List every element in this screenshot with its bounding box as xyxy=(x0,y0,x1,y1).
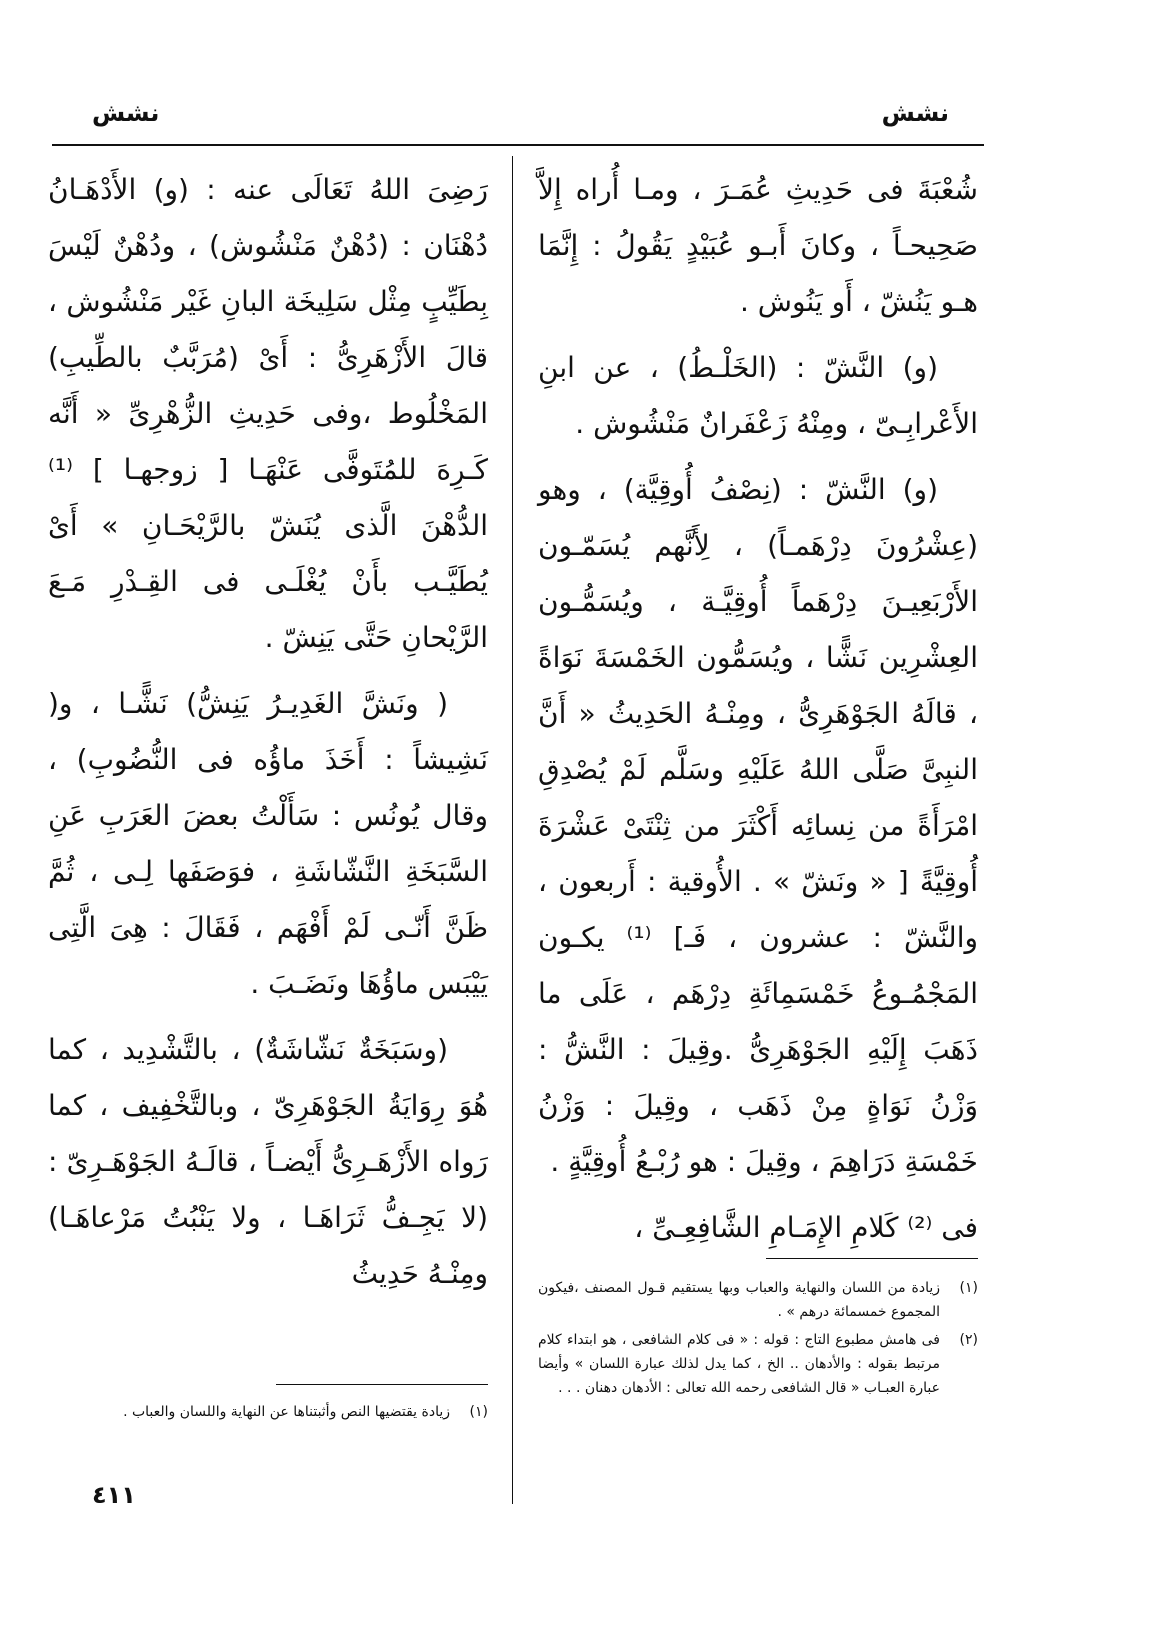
page-number: ٤١١ xyxy=(92,1481,136,1509)
footnote xyxy=(48,1400,488,1424)
left-paragraph: ( ونَشَّ الغَدِيـرُ يَنِشُّ) نَشًّـا ، و( نَشِيشاً : أَخَذَ ماؤُه فى النُّضُوبِ) ، وقال يُونُس : سَأَلْتُ بعضَ العَرَبِ عَنِ السَّبَخَةِ النَّشّاشَةِ ، فوَصَفَها لِـى ، ثُمَّ ظَنَّ أَنّـى لَمْ أَفْهَم ، فَقَالَ : هِىَ الَّتِى يَيْبَس ماؤُهَا ونَضَـبَ . xyxy=(48,687,488,1000)
left-footnote-rule xyxy=(276,1384,488,1385)
right-column xyxy=(538,162,978,1266)
right-paragraph: فى ⁽²⁾ كَلامِ الإِمَـامِ الشَّافِعِـىِّ ، xyxy=(634,1211,978,1244)
right-paragraph: شُعْبَةَ فى حَدِيثِ عُمَـرَ ، ومـا أُراه إِلاَّ صَحِيحـاً ، وكانَ أَبـو عُبَيْدٍ يَقُولُ : إِنَّمَا هـو يَنُشّ ، أَو يَنُوش . xyxy=(538,173,978,318)
footnote-text: زيادة يقتضيها النص وأثبتناها عن النهاية واللسان والعباب . xyxy=(123,1404,450,1420)
right-paragraph: (و) النَّشّ : (نِصْفُ أُوقِيَّة) ، وهو (عِشْرُونَ دِرْهَمـاً) ، لِأَنَّهم يُسَمّـون الأَرْبَعِيـنَ دِرْهَماً أُوقِيَّـة ، ويُسَمُّـون العِشْرِين نَشًّا ، ويُسَمُّون الخَمْسَةَ نَوَاةً ، قالَهُ الجَوْهَرِىُّ ، ومِنْـهُ الحَدِيثُ « أَنَّ النبِىَّ صَلَّى اللهُ عَلَيْهِ وسَلَّم لَمْ يُصْدِقِ امْرَأَةً من نِسائِه أَكْثَرَ من ثِنْتَىْ عَشْرَةَ أُوقِيَّةً [ « ونَشّ » . الأُوقية : أَربعون ، والنَّشّ : عشرون ، فَـ] ⁽¹⁾ يكـون المَجْمُـوعُ خَمْسَمِائَةِ دِرْهَم ، عَلَى ما ذَهَبَ إِلَيْهِ الجَوْهَرِىُّ .وقِيلَ : النَّشُّ : وَزْنُ نَوَاةٍ مِنْ ذَهَب ، وقِيلَ : وَزْنُ خَمْسَةِ دَرَاهِمَ ، وقِيلَ : هو رُبْـعُ أُوقِيَّةٍ . xyxy=(538,473,978,1178)
left-paragraph: (وسَبَخَةٌ نَشّاشَةٌ) ، بالتَّشْدِيد ، كما هُوَ رِوَايَةُ الجَوْهَرِىّ ، وبالتَّخْفِيف ، كما رَواه الأَزْهَـرِىُّ أَيْضـاً ، قالَـهُ الجَوْهَـرِىّ : (لا يَجِـفُّ ثَرَاهَـا ، ولا يَنْبُتُ مَرْعاهَـا) ومِنْـهُ حَدِيثُ xyxy=(48,1033,488,1290)
right-paragraph: (و) النَّشّ : (الخَلْـطُ) ، عن ابنِ الأَعْرابِـىّ ، ومِنْهُ زَعْفَرانٌ مَنْشُوش . xyxy=(538,351,978,440)
footnote xyxy=(538,1328,978,1400)
left-column xyxy=(48,162,488,1312)
running-head-right: نشش xyxy=(881,99,949,127)
footnote-number: (١) xyxy=(959,1280,978,1296)
footnote-text: زيادة من اللسان والنهاية والعباب وبها يستقيم قـول المصنف ،فيكون المجموع خمسمائة درهم » . xyxy=(538,1280,940,1320)
left-paragraph: رَضِىَ اللهُ تَعَالَى عنه : (و) الأَدْهَـانُ دُهْنَان : (دُهْنٌ مَنْشُوش) ، ودُهْنٌ لَيْسَ بِطَيِّبٍ مِثْل سَلِيخَة البانِ غَيْر مَنْشُوش ، قالَ الأَزْهَرِىُّ : أَىْ (مُرَبَّبٌ بالطِّيبِ) المَخْلُوط ،وفى حَدِيثِ الزُّهْرِىِّ « أَنَّه كَـرِهَ للمُتَوفَّى عَنْهَـا [ زوجهـا ] ⁽¹⁾ الدُّهْنَ الَّذى يُنَشّ بالرَّيْحَـانِ » أَىْ يُطَيَّـب بأَنْ يُغْلَـى فى القِـدْرِ مَـعَ الرَّيْحانِ حَتَّى يَنِشّ . xyxy=(48,173,488,654)
right-footnotes xyxy=(538,1276,978,1404)
left-footnotes xyxy=(48,1400,488,1428)
footnote-text: فى هامش مطبوع التاج : قوله : « فى كلام الشافعى ، هو ابتداء كلام مرتبط بقوله : والأدهان .. الخ ، كما يدل لذلك عبارة اللسان » وأيضا عبارة العبـاب « قال الشافعى رحمه الله تعالى : الأدهان دهنان . . . xyxy=(538,1332,940,1396)
header-rule xyxy=(52,144,984,146)
footnote-number: (٢) xyxy=(959,1332,978,1348)
column-divider xyxy=(512,156,513,1504)
footnote xyxy=(538,1276,978,1324)
footnote-number: (١) xyxy=(469,1404,488,1420)
running-head-left: نشش xyxy=(92,99,160,127)
right-footnote-rule xyxy=(766,1258,978,1259)
